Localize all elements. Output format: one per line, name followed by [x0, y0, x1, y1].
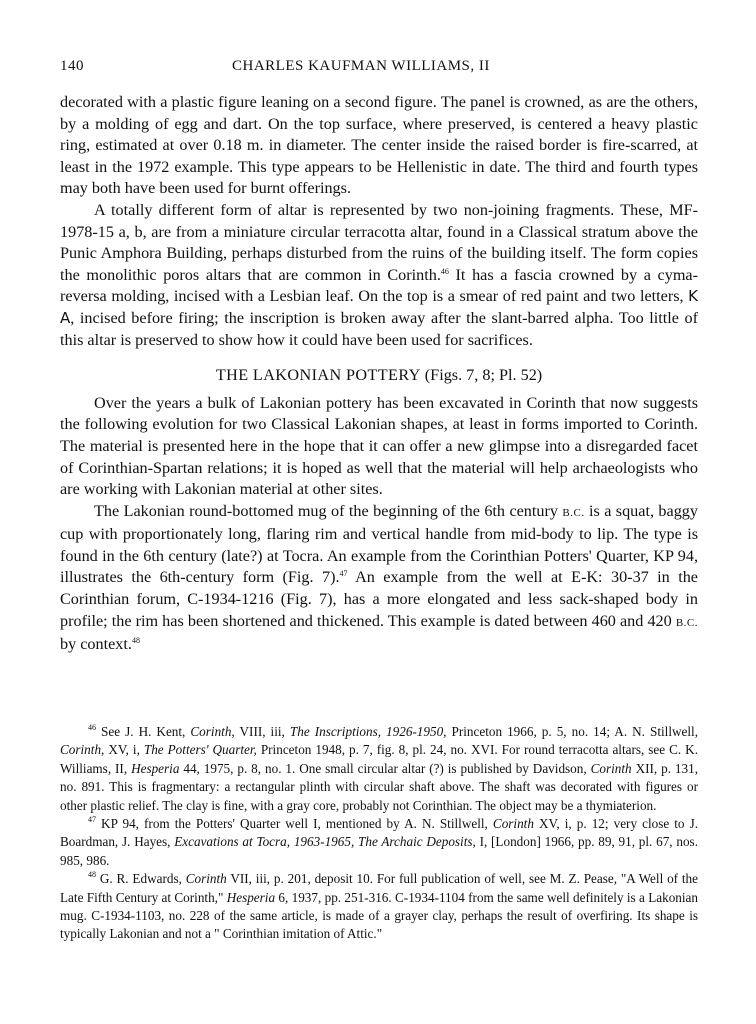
footnote-text: Princeton 1966, p. 5, no. 14; A. N. Stillwell,	[446, 724, 699, 739]
paragraph-1: decorated with a plastic figure leaning on a second figure. The panel is crowned, as are the others, by a molding of egg and dart. On the top surface, where preserved, is centered a heavy plastic ring, estimated at over 0.18 m. in diameter. The center inside the raised border is fire-scarred, at least in the 1972 example. This type appears to be Hellenistic in date. The third and fourth types may both have been used for burnt offerings.	[60, 93, 698, 198]
footnote-ref-48[interactable]: 48	[131, 636, 140, 646]
citation-title: Hesperia	[226, 889, 276, 905]
footnote-ref-46[interactable]: 46	[440, 266, 449, 276]
citation-title: Corinth	[590, 760, 632, 776]
paragraph-4-text-b: is a squat, baggy cup with proportionately long, flaring rim and vertical handle from mid-body to lip. The type is found in the 6th century (late?) at Tocra. An example from the Corinthian Potters' Quarter, KP 94, illustrates the 6th-century form (Fig. 7).	[60, 501, 698, 587]
citation-title: Corinth	[492, 816, 534, 832]
footnote-text: 44, 1975, p. 8, no. 1. One small circular altar (?) is published by Davidson,	[179, 760, 591, 776]
footnote-number: 46	[88, 723, 96, 732]
paragraph-2-text-a: A totally different form of altar is represented by two non-joining fragments. These, MF-1978-15 a, b, are from a miniature circular terracotta altar, found in a Classical stratum above the Punic Amphora Building, perhaps disturbed from the ruins of the building itself. The form copies the monolithic poros altars that are common in Corinth.	[60, 200, 698, 284]
footnote-text: See J. H. Kent,	[96, 724, 191, 739]
citation-title: Corinth,	[190, 724, 235, 739]
paragraph-4	[60, 501, 698, 656]
footnote-text: XV, i,	[104, 742, 144, 758]
citation-title: Hesperia	[131, 760, 180, 776]
footnote-text: XII, p. 131, no. 891. This is fragmentary: a rectangular plinth with circular shaft above. The shaft was decorated with figures or other plastic relief. The clay is fine, with a gray core, probably not Corinthian. The object may be a thymiaterion.	[60, 760, 699, 813]
main-text	[60, 92, 698, 656]
footnote-text: I, [London] 1966, pp. 89, 91, pl. 67, nos. 985, 986.	[60, 834, 698, 868]
paragraph-3: Over the years a bulk of Lakonian pottery has been excavated in Corinth that now suggests the following evolution for two Classical Lakonian shapes, at least in forms imported to Corinth. The material is presented here in the hope that it can offer a new glimpse into a disregarded facet of Corinthian-Spartan relations; it is hoped as well that the material will help archaeologists who are working with Lakonian material at other sites.	[60, 393, 698, 499]
era-abbrev-2: B.C.	[675, 616, 698, 629]
section-figure-refs: (Figs. 7, 8; Pl. 52)	[420, 366, 543, 385]
footnote-number: 48	[88, 870, 96, 880]
footnote-text: KP 94, from the Potters' Quarter well I, mentioned by A. N. Stillwell,	[96, 816, 493, 832]
paragraph-2	[60, 200, 698, 351]
footnote-ref-47[interactable]: 47	[339, 569, 348, 579]
paragraph-2-text-c: , incised before firing; the inscription is broken away after the slant-barred alpha. Too little of this altar is preserved to show how it could have been used for sacrifices.	[60, 308, 698, 349]
section-heading	[60, 365, 698, 387]
paragraph-2-text-b: It has a fascia crowned by a cyma-reversa molding, incised with a Lesbian leaf. On the top is a smear of red paint and two letters,	[60, 265, 698, 306]
footnote-number: 47	[88, 815, 96, 825]
page-number: 140	[60, 58, 84, 74]
footnotes	[60, 723, 698, 944]
footnote-text: Princeton 1948, p. 7, fig. 8, pl. 24, no. XVI. For round terracotta altars, see C. K. Williams, II,	[60, 742, 698, 776]
footnote-text: 6, 1937, pp. 251-316. C-1934-1104 from the same well definitely is a Lakonian mug. C-1934-1103, no. 228 of the same article, is made of a grayer clay, perhaps the result of overfiring. Its shape is typically Lakonian and not a " Corinthian imitation of Attic."	[60, 889, 698, 942]
page-header	[60, 58, 700, 80]
footnote-48	[60, 870, 698, 944]
footnote-text: XV, i, p. 12; very close to J. Boardman, J. Hayes,	[60, 816, 699, 850]
footnote-text: VII, iii, p. 201, deposit 10. For full publication of well, see M. Z. Pease, "A Well of the Late Fifth Century at Corinth,"	[60, 871, 699, 905]
inscription-letters: K A	[60, 287, 698, 327]
running-title: CHARLES KAUFMAN WILLIAMS, II	[232, 58, 490, 74]
citation-title: Corinth	[185, 871, 227, 887]
footnote-text: G. R. Edwards,	[96, 871, 186, 887]
citation-title: Corinth,	[60, 742, 105, 758]
footnote-46	[60, 723, 698, 815]
footnote-text: VIII, iii,	[234, 724, 290, 739]
citation-title: The Potters' Quarter,	[143, 742, 257, 758]
era-abbrev-1: B.C.	[562, 506, 585, 519]
paragraph-4-text-c: An example from the well at E-K: 30-37 in the Corinthian forum, C-1934-1216 (Fig. 7), has a more elongated and less sack-shaped body in profile; the rim has been shortened and thickened. This example is dated between 460 and 420	[60, 568, 698, 630]
section-title: THE LAKONIAN POTTERY	[215, 366, 421, 385]
paragraph-4-text-a: The Lakonian round-bottomed mug of the beginning of the 6th century	[94, 501, 563, 520]
citation-title: The Inscriptions, 1926-1950,	[289, 724, 447, 739]
footnote-47	[60, 815, 698, 870]
paragraph-4-text-d: by context.	[60, 635, 132, 654]
citation-title: Excavations at Tocra, 1963-1965, The Archaic Deposits,	[174, 834, 476, 850]
